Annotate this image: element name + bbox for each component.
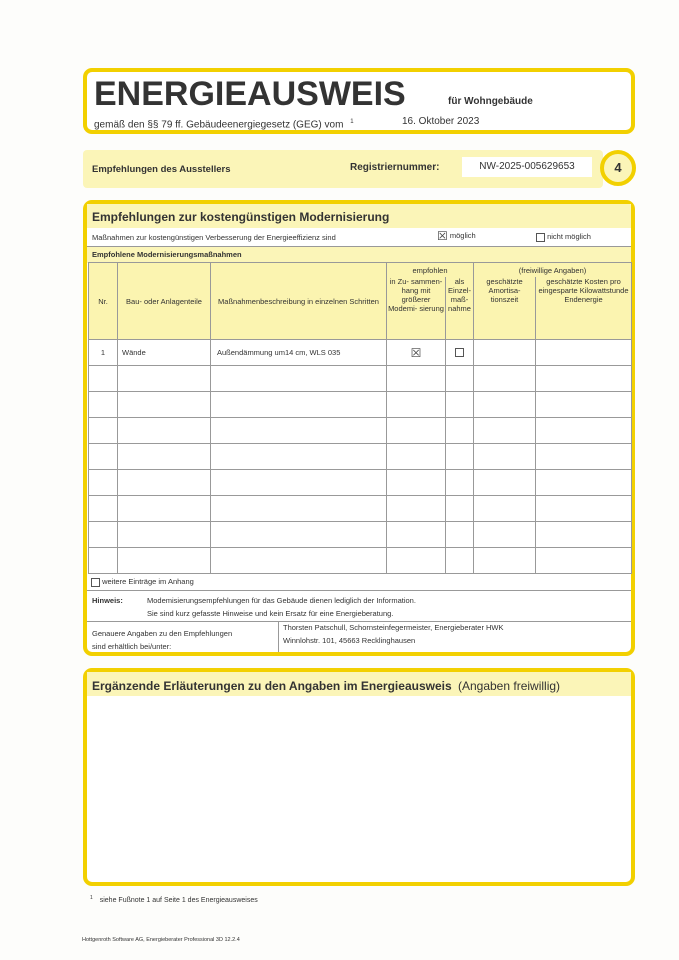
- col-bauteil: Bau- oder Anlagenteile: [118, 263, 211, 340]
- erlaeuterungen-note: (Angaben freiwillig): [457, 679, 561, 693]
- option-not-possible-label: nicht möglich: [547, 232, 591, 241]
- table-row-empty: [89, 496, 632, 522]
- erlaeuterungen-title-wrap: [92, 679, 560, 693]
- table-header-row-1: [89, 263, 632, 278]
- table-row-empty: [89, 418, 632, 444]
- table-row-empty: [89, 522, 632, 548]
- col-empfohlen: empfohlen: [387, 263, 474, 278]
- col-amortisation: geschätzte Amortisa- tionszeit: [474, 277, 536, 340]
- checkbox-icon: [536, 233, 545, 242]
- table-row-empty: [89, 444, 632, 470]
- divider: [278, 621, 279, 652]
- recommended-header: Empfohlene Modernisierungsmaßnahmen: [92, 250, 242, 259]
- issue-date: 16. Oktober 2023: [402, 116, 480, 127]
- table-row-empty: [89, 366, 632, 392]
- checkbox-icon: [455, 348, 464, 357]
- legal-text: gemäß den §§ 79 ff. Gebäudeenergiegesetz (GEG) vom: [94, 119, 344, 131]
- hinweis-line1: Modemisierungsempfehlungen für das Gebäude dienen lediglich der Information.: [147, 596, 416, 605]
- erlaeuterungen-box: [83, 668, 635, 886]
- document-title: ENERGIEAUSWEIS: [94, 75, 406, 113]
- contact-line1: Thorsten Patschull, Schornsteinfegermeister, Energieberater HWK: [283, 623, 504, 632]
- reg-label: Registriernummer:: [350, 162, 440, 173]
- footnote: [90, 894, 258, 905]
- option-possible-label: möglich: [449, 231, 476, 240]
- cell-zusammenhang[interactable]: [387, 340, 446, 366]
- table-row-empty: [89, 392, 632, 418]
- checked-box-icon: ☒: [410, 345, 422, 360]
- option-possible[interactable]: [437, 229, 476, 244]
- footnote-mark: 1: [350, 119, 354, 125]
- footnote-mark: 1: [90, 895, 93, 901]
- table-row-empty: [89, 470, 632, 496]
- col-beschreibung: Maßnahmenbeschreibung in einzelnen Schritten: [211, 263, 387, 340]
- checkbox-icon: [91, 578, 100, 587]
- cell-nr: 1: [89, 340, 118, 366]
- legal-basis: [94, 116, 354, 131]
- more-entries-label: weitere Einträge im Anhang: [102, 577, 194, 586]
- option-not-possible[interactable]: [536, 232, 591, 242]
- col-einzel: als Einzel- maß- nahme: [446, 277, 474, 340]
- page-number-badge: 4: [600, 150, 636, 186]
- document-subtitle: für Wohngebäude: [448, 96, 533, 107]
- hinweis-label: Hinweis:: [92, 596, 123, 605]
- hinweis-line2: Sie sind kurz gefasste Hinweise und kein Ersatz für eine Energieberatung.: [147, 609, 394, 618]
- divider: [87, 621, 631, 622]
- table-row-empty: [89, 548, 632, 574]
- software-credit: Hottgenroth Software AG, Energieberater Professional 3D 12.2.4: [82, 937, 240, 943]
- more-entries[interactable]: [91, 577, 194, 587]
- cell-amortisation: [474, 340, 536, 366]
- footnote-text: siehe Fußnote 1 auf Seite 1 des Energieausweises: [99, 897, 258, 905]
- erlaeuterungen-title: Ergänzende Erläuterungen zu den Angaben im Energieausweis: [92, 679, 452, 693]
- col-nr: Nr.: [89, 263, 118, 340]
- col-freiwillig: (freiwillige Angaben): [474, 263, 632, 278]
- contact-label-2: sind erhältlich bei/unter:: [92, 642, 172, 651]
- table-row: [89, 340, 632, 366]
- reg-number: NW-2025-005629653: [462, 157, 592, 177]
- measures-table: [88, 262, 632, 574]
- cell-kosten: [536, 340, 632, 366]
- divider: [87, 590, 631, 591]
- cell-bauteil: Wände: [118, 340, 211, 366]
- col-zusammenhang: in Zu- sammen- hang mit größerer Modemi- sierung: [387, 277, 446, 340]
- cell-einzel[interactable]: [446, 340, 474, 366]
- measures-text: Maßnahmen zur kostengünstigen Verbesserung der Energieeffizienz sind: [92, 233, 336, 242]
- section-label: Empfehlungen des Ausstellers: [92, 164, 231, 175]
- contact-label-1: Genauere Angaben zu den Empfehlungen: [92, 629, 233, 638]
- modernisierung-title: Empfehlungen zur kostengünstigen Modernisierung: [92, 210, 390, 224]
- checked-box-icon: ☒: [437, 229, 448, 244]
- contact-line2: Winnlohstr. 101, 45663 Recklinghausen: [283, 636, 416, 645]
- col-kosten: geschätzte Kosten pro eingesparte Kilowattstunde Endenergie: [536, 277, 632, 340]
- cell-beschreibung: Außendämmung um14 cm, WLS 035: [211, 340, 387, 366]
